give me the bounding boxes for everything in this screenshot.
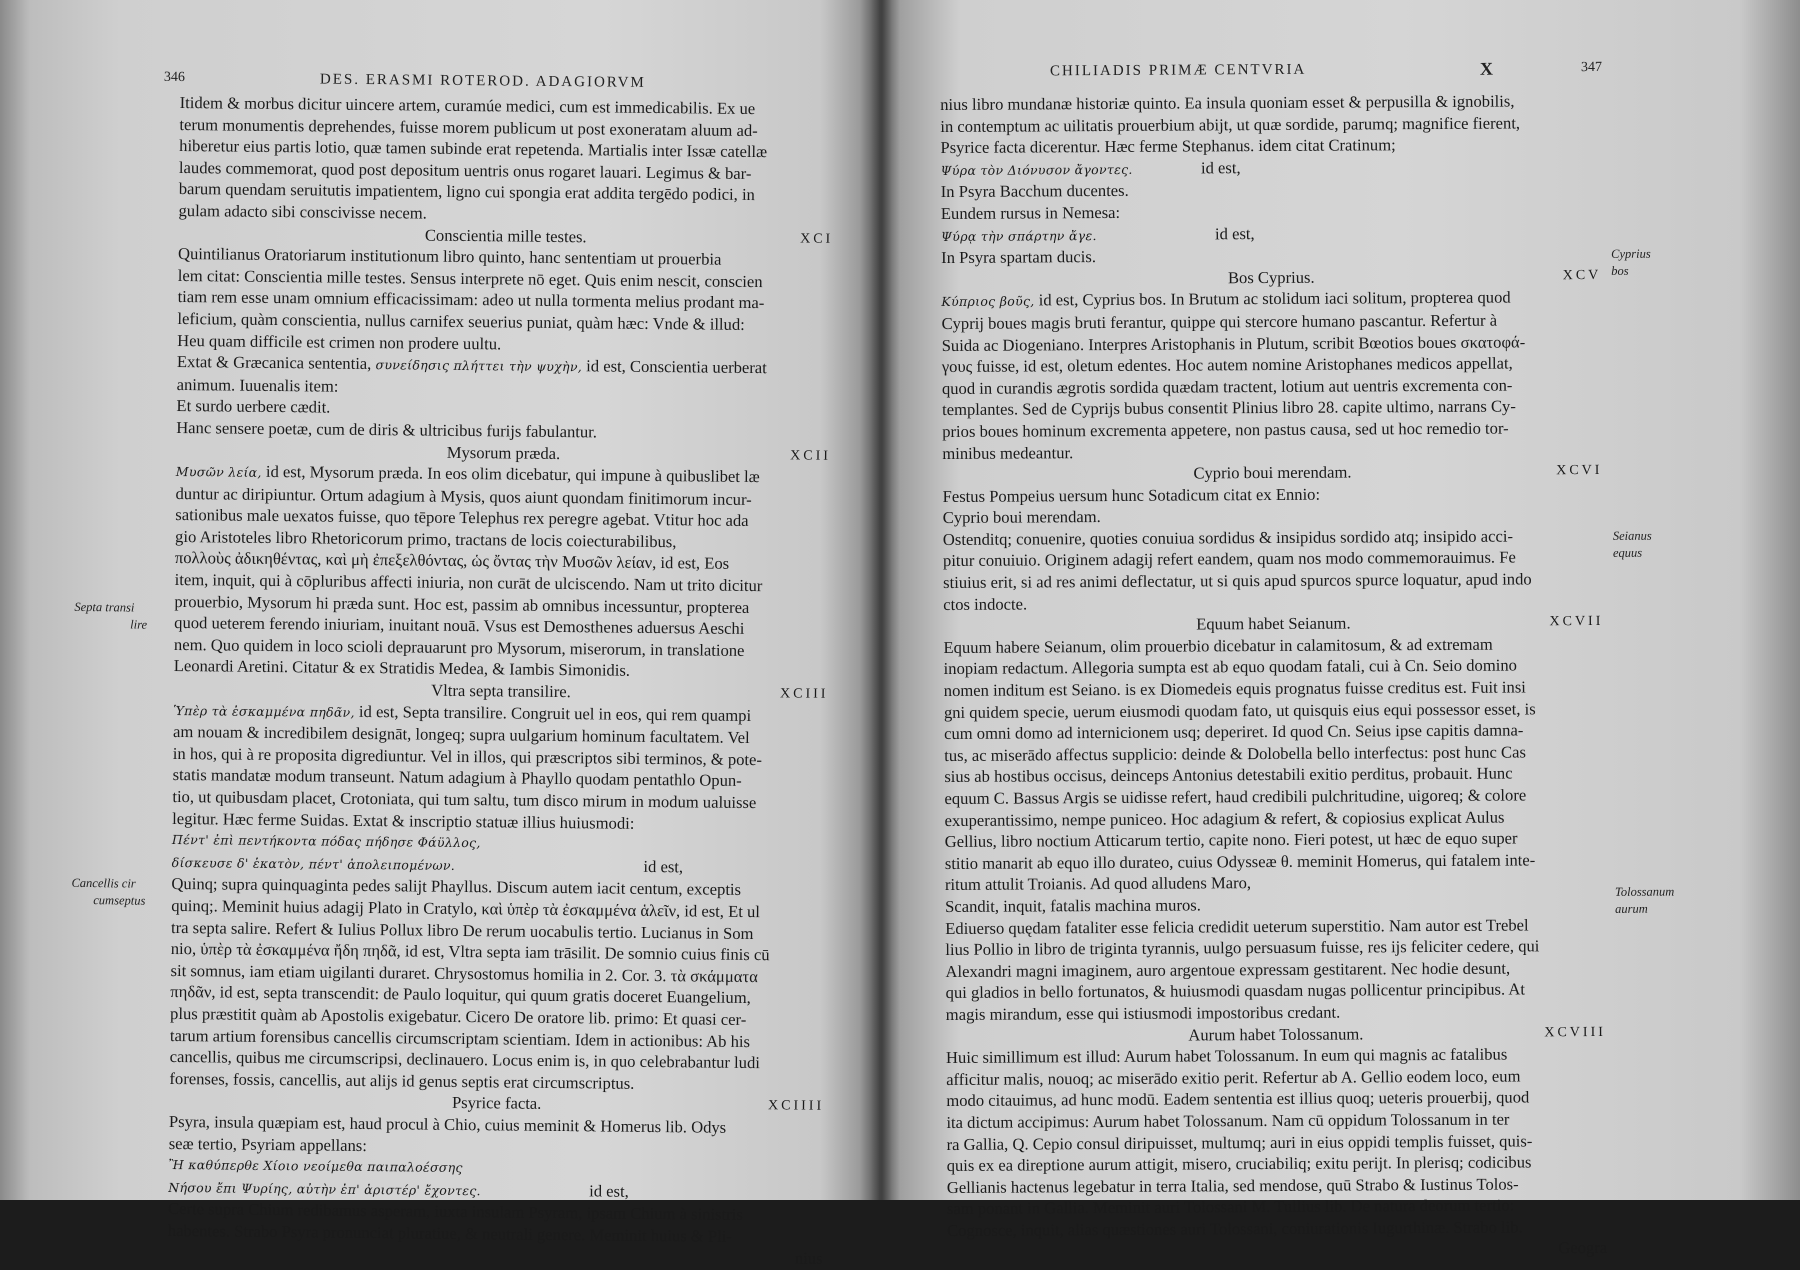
text-line: tus, ac miserādo affectus supplicio: deinde & Dolobella bello interfectus: post hunc Cas — [944, 742, 1526, 765]
adage-number: XCII — [790, 447, 832, 464]
text-line: lem citat: Conscientia mille testes. Sensus interprete nō eget. Quis enim nescit, conscien — [177, 265, 763, 291]
text-line: stitio manarit ab equo illo durateo, cuius Odysseæ θ. meminit Homerus, qui fatalem inte- — [944, 850, 1536, 873]
text-line: item, inquit, qui à cōpluribus affecti iniuria, non curāt de ulciscendo. Nam ut trito dicitur — [174, 570, 763, 596]
verse-line: Πέντ' ἐπὶ πεντήκοντα πόδας πήδησε Φάϋλλος, — [171, 832, 481, 851]
text-line: plus præstitit quàm ab Apostolis exigebatur. Cicero De oratore lib. primo: Et quasi cer- — [170, 1003, 747, 1029]
text-line: ctos indocte. — [943, 594, 1028, 614]
text-line: stiuius erit, si ad res animi deflectatur, ut si quis apud spurcos spurce loquatur, apud indo — [943, 569, 1532, 593]
text-line: Cyprij boues magis bruti ferantur, quippe qui stercore humano pascantur. Refertur à — [941, 310, 1498, 333]
text-line: ritum attulit Troianis. Ad quod alludens Maro, — [944, 873, 1252, 895]
text-line: nem. Quo quidem in loco scioli deprauarunt pro Mysorum, miserorum, in translatione — [173, 634, 745, 660]
adage-number: XCIII — [779, 686, 829, 702]
adage-number: XCIIII — [767, 1098, 825, 1115]
text-fragment: id est, — [589, 1181, 629, 1201]
text-line: gio Aristoteles libro Rhetoricorum primo, tractans de locis coiecturabilibus, — [175, 526, 677, 552]
text-line: Itidem & morbus dicitur uincere artem, curamúe medici, cum est immedicabilis. Ex ue — [179, 92, 756, 119]
text-line: ra Gallia, Q. Cepio consul diripuisset, multumq; auri in eius oppidi templis fuisset, quis- — [946, 1130, 1533, 1154]
text-line: nius libro mundanæ historiæ quinto. Ea insula quoniam esset & perpusilla & ignobilis, — [940, 91, 1515, 114]
text-line: tiam rem esse unam omnium efficacissimam: adeo ut nulla tormenta melius prodant ma- — [177, 287, 765, 313]
left-page-number: 346 — [163, 69, 185, 86]
greek-quote: Ψύρα τὸν Διόνυσον ἄγοντες. — [940, 161, 1133, 178]
text-line: prouerbio, Mysorum hi præda sunt. Hoc est, passim ab omnibus incessuntur, propterea — [174, 591, 750, 617]
right-margin-note-2: Seianus equus — [1612, 528, 1652, 560]
text-line: in contemptum ac uilitatis prouerbium abijt, ut quæ sordide, parumq; magnifice fierent, — [940, 113, 1521, 136]
greek-quote: δίσκευσε δ' ἑκατὸν, πέντ' ἀπολειπομένων. — [171, 854, 456, 873]
adage-number: XCV — [1562, 267, 1602, 283]
text-line: Ostenditq; conuenire, quoties conuiua sordidus & insipidus sordido atq; insipido acci- — [942, 526, 1514, 549]
text-line: sam ponant in Gallia. Meminit auri Tolossani M. Tullius lib. De natura deorum tertio: — [946, 1195, 1515, 1219]
adage-title: Conscientia mille testes. — [424, 225, 587, 246]
adage-title: Aurum habet Tolossanum. — [1188, 1023, 1364, 1045]
text-fragment: id est, — [1214, 223, 1255, 243]
text-line: gni quidem specie, uerum eiusmodi quodam fato, ut quisquis eius equi possessor esset, is — [943, 698, 1536, 722]
text-line: Equum habere Seianum, olim prouerbio dicebatur in calamitosum, & ad extremam — [943, 634, 1493, 657]
text-line: barum quendam seruitutis impatientem, ligno cui spongia erat addita tergēdo podici, in — [178, 179, 756, 205]
text-line: In Psyra Bacchum ducentes. — [940, 181, 1129, 202]
margin-note-line: Tolossanum — [1614, 884, 1675, 899]
adage-heading-95 — [941, 265, 1601, 291]
adage-number: XCVII — [1549, 614, 1604, 630]
greek-quote: Μυσῶν λεία, — [175, 464, 262, 480]
text-line: quod in curandis ægrotis sordida quædam tractent, lotium aut uentris excrementa con- — [941, 375, 1513, 398]
text-line: leficium, quàm conscientia, nullus carnifex seuerius puniat, quàm hæc: Vnde & illud: — [177, 308, 745, 334]
text-line: Quinq; supra quinquaginta pedes salijt Phayllus. Discum autem iacit centum, exceptis — [171, 874, 742, 900]
adage-heading-97 — [943, 611, 1603, 637]
right-running-title: CHILIADIS PRIMÆ CENTVRIA — [1049, 61, 1307, 80]
adage-title: Equum habet Seianum. — [1196, 613, 1351, 634]
margin-note-line: cumseptus — [93, 893, 146, 908]
text-line: sit somnus, iam etiam uigilanti duraret. Chrysostomus homilia in 2. Cor. 3. τὰ σκάμματα — [170, 960, 758, 986]
right-page-text — [940, 90, 1607, 1263]
text-line: legitur. Hæc ferme Suidas. Extat & inscriptio statuæ illius huiusmodi: — [172, 808, 635, 833]
text-line: Gellius, libro noctium Atticarum tertio, capite nono. Fieri potest, ut hæc de equo super — [944, 828, 1518, 852]
text-line: Cognosce, inquit, alias quæstiones auri Tolossani, coniurationis Iugurthinæ. Strabo lib. — [947, 1217, 1523, 1240]
book-gutter — [860, 0, 900, 1200]
text-line: nomen inditum est Seiano. is ex Diomedeis equis prognatus fuisse creditus est. Fuit insi — [943, 677, 1526, 701]
text-fragment: id est, Septa transilire. Congruit uel in eos, qui rem quampi — [358, 701, 752, 725]
text-line: Hanc sensere poetæ, cum de diris & ultricibus furijs fabulantur. — [176, 417, 598, 442]
text-line — [941, 286, 1601, 313]
text-line: pitur conuiuio. Originem adagij refert eandem, quam nos modo commemorauimus. Fe — [942, 547, 1516, 571]
text-line: tarum artium forensibus cancellis circumscriptam scientiam. Idem in actionibus: Ab his — [169, 1025, 751, 1051]
greek-quote: συνείδησις πλήττει τὴν ψυχὴν, — [375, 357, 583, 375]
margin-note-line: lire — [130, 617, 148, 632]
text-line: Heu quam difficile est crimen non prodere uultu. — [177, 330, 502, 353]
text-line: In Psyra spartam ducis. — [941, 247, 1097, 268]
greek-quote: Ψύρᾳ τὴν σπάρτην ἄγε. — [940, 227, 1097, 244]
signature-mark: X — [1479, 58, 1496, 79]
text-line: Gellianis hactenus legebatur in terra Italia, sed mendose, quū Strabo & Iustinus Tolos- — [946, 1174, 1519, 1197]
text-line: am nouam & incredibilem designāt, longeq; supra uulgarium hominum facultatem. Vel — [172, 722, 750, 748]
text-line: Eundem rursus in Nemesa: — [940, 202, 1121, 223]
adage-title: Bos Cyprius. — [1227, 267, 1315, 287]
text-line: animum. Iuuenalis item: — [176, 374, 339, 396]
verse-line: Ἢ καθύπερθε Χίοιο νεοίμεθα παιπαλοέσσης — [168, 1157, 463, 1176]
right-page — [940, 58, 1675, 1263]
text-line: seæ tertio, Psyriam appellans: — [168, 1133, 368, 1155]
text-line: tio, ut quibusdam placet, Crotoniata, qui tum saltu, tum disco mirum in modum ualuisse — [172, 786, 757, 813]
text-line: Huic simillimum est illud: Aurum habet Tolossanum. In eum qui magnis ac fatalibus — [945, 1044, 1508, 1068]
right-margin-note-3 — [1615, 884, 1675, 918]
right-margin-note-1: Cyprius bos — [1611, 246, 1651, 278]
text-line: ita dictum accipimus: Aurum habet Tolossanum. Nam cū oppidum Tolossanum in ter — [946, 1109, 1510, 1132]
text-line: gulam adacto sibi conscivisse necem. — [178, 200, 427, 223]
text-line: exuperantissimo, nempe puniceo. Hoc adagium & refert, & copiosius explicat Aulus — [944, 807, 1505, 830]
text-line: hiberetur eius partis lotio, quæ tamen subinde erat repetenda. Martialis inter Issæ catellæ — [179, 136, 768, 162]
text-fragment: id est, — [643, 856, 684, 877]
text-line: minibus medeantur. — [942, 442, 1074, 463]
text-line: in hos, qui à re proposita digrediuntur. Vel in illos, qui præscriptos sibi terminos, & pote- — [172, 743, 763, 769]
text-line: Suida ac Diogeniano. Interpres Aristophanis in Plutum, scribit Bœotios boues σκατοφά- — [941, 331, 1526, 355]
text-line: sius ab hostibus occisus, deinceps Antonius detestabili exitio perditus, probauit. Hunc — [944, 763, 1513, 787]
text-fragment: id est, Cyprius bos. In Brutum ac stolidum iaci solitum, propterea quod — [1038, 287, 1511, 310]
greek-quote: Ὑπὲρ τὰ ἐσκαμμένα πηδᾶν, — [173, 702, 355, 720]
adage-heading-96 — [942, 460, 1602, 486]
adage-title: Psyrice facta. — [451, 1093, 542, 1114]
text-line: forenses, fossis, cancellis, aut alijs id genus septis erat circumscriptus. — [169, 1068, 635, 1093]
text-line: cancellis, quibus me circumscripsi, declinauero. Locus enim is, in quo celebrabantur ludi — [169, 1047, 761, 1073]
text-line: templantes. Sed de Cyprijs bubus consentit Plinius libro 28. capite ultimo, narrans Cy- — [942, 396, 1516, 420]
left-margin-note-1 — [74, 599, 147, 634]
text-line: quod ueterem ferendo iniuriam, inuitant nouā. Vsus est Demosthenes aduersus Aeschi — [174, 613, 745, 639]
text-line: γους fuisse, id est, oletum edentes. Hoc autem nomine Aristophanes medicos appellat, — [941, 353, 1513, 377]
text-line: πολλοὺς ἀδικηθέντας, καὶ μὴ ἐπεξελθόντας, ὡς ὄντας τὴν Μυσῶν λείαν, id est, Eos — [174, 548, 730, 574]
margin-note-line: Cancellis cir — [71, 875, 136, 891]
text-line: Psyrice facta dicerentur. Hæc ferme Stephanus. idem citat Cratinum; — [940, 135, 1396, 158]
text-line: prios boues hominum excrementa appetere, non pastus causa, sed ut hoc remedio tor- — [942, 418, 1509, 441]
text-line: magis mirandum, esse qui istiusmodi impostoribus credant. — [945, 1002, 1341, 1024]
right-page-number: 347 — [1580, 59, 1603, 76]
text-line: lius Pollio in libro de triginta tyrannis, uulgo persuasum fuisse, res ijs feliciter cedere, qui — [945, 936, 1540, 960]
text-line: Psyra, insula quæpiam est, haud procul à Chio, cuius meminit & Homerus lib. Odys — [168, 1111, 727, 1137]
adage-title: Cyprio boui merendam. — [1193, 462, 1352, 483]
left-page — [71, 69, 835, 1270]
adage-number: XCVIII — [1544, 1024, 1606, 1040]
greek-quote: Κύπριος βοῦς, — [941, 293, 1035, 310]
text-line: Et surdo uerbere cædit. — [176, 396, 331, 417]
text-line: quinq;. Meminit huius adagij Plato in Cratylo, καὶ ὑπὲρ τὰ ἐσκαμμένα ἁλεῖν, id est, Et ul — [171, 895, 761, 922]
text-line: terum monumentis deprehendes, fuisse morem publicum ut post exoneratam aluum ad- — [179, 114, 758, 140]
text-line: Ediuerso quędam fataliter esse felicia credidit ueterum superstitio. Nam autor est Trebel — [945, 914, 1529, 938]
text-line: Festus Pompeius uersum hunc Sotadicum citat ex Ennio: — [942, 484, 1321, 506]
text-line: habentes. Strabo Psyra pronunciat pluratiue, & neutrali genere. Meminit huius & Pli- — [167, 1220, 732, 1246]
adage-title: Mysorum præda. — [446, 442, 561, 463]
text-line: cum omni domo ad internicionem usq; deperiret. Id quod Cn. Seius ipse capitis damna- — [943, 720, 1524, 744]
catchword: nius — [794, 1248, 823, 1269]
text-fragment: Extat & Græcanica sententia, — [176, 352, 372, 374]
text-line: πηδᾶν, id est, septa transcendit: de Paulo loquitur, qui quum gratis doceret Euangelium, — [170, 982, 751, 1008]
adage-heading-98 — [946, 1021, 1606, 1047]
greek-quote: Νήσου ἔπι Ψυρίης, αὐτὴν ἐπ' ἀριστέρ' ἔχοντες. — [168, 1179, 481, 1198]
text-line: nio, ὑπὲρ τὰ ἐσκαμμένα ἤδη πηδᾶ, id est, Vltra septa iam trāsilit. De somnio cuius finis cū — [170, 939, 770, 965]
text-line: modo citauimus, ad hunc modū. Eadem sententia est illius quoq; ueteris prouerbij, quod — [946, 1087, 1530, 1111]
adage-number: XCVI — [1556, 463, 1603, 479]
text-fragment: id est, Mysorum præda. In eos olim dicebatur, qui impune à quibuslibet læ — [265, 462, 760, 487]
text-fragment: id est, — [1200, 157, 1241, 178]
text-line: tra septa salire. Refert & Iulius Pollux libro De rerum uocabulis tertio. Lucianus in Som — [170, 917, 754, 943]
adage-number: XCI — [800, 231, 834, 247]
text-fragment: id est, Conscientia uerberat — [586, 356, 767, 378]
text-line: Cyprio boui merendam. — [942, 507, 1101, 528]
left-page-text — [168, 92, 835, 1270]
text-line: afficitur malis, nouoq; ac miserādo exitio perit. Refertur ab A. Gellio eodem loco, eum — [946, 1066, 1521, 1089]
left-running-title: DES. ERASMI ROTEROD. ADAGIORVM — [319, 71, 646, 91]
text-line: Scandit, inquit, fatalis machina muros. — [945, 895, 1201, 916]
left-margin-note-2 — [71, 875, 145, 910]
right-running-head — [940, 58, 1603, 94]
margin-note-line: aurum — [1615, 901, 1648, 916]
margin-note-line: Septa transi — [74, 599, 135, 615]
text-line: equum C. Bassus Argis se uidisse refert, haud credibili pulchritudine, uigoreq; & colore — [944, 785, 1527, 808]
text-line: Certe supra Chium redibamus asperam, iuxta insulam Psyram, ipsam Chium à sinistris — [167, 1199, 743, 1225]
text-line: Leonardi Aretini. Citatur & ex Stratidis Medea, & Iambis Simonidis. — [173, 656, 631, 681]
text-line: sationibus male uexatos fuisse, quo tēpore Telephus rex peregre agebat. Vtitur hoc ada — [175, 505, 749, 531]
text-line: statis mandatæ modum transeunt. Natum adagium à Phayllo quodam pentathlo Opun- — [172, 765, 742, 791]
text-line: Quintilianus Oratoriarum institutionum libro quinto, hanc sententiam ut prouerbia — [177, 244, 722, 269]
text-line: qui gladios in bello fortunatos, & huiusmodi quasdam nugas pollicentur principibus. At — [945, 979, 1526, 1003]
text-line: Alexandri magni imaginem, auro argentoue expressam gestitarent. Nec hodie desunt, — [945, 958, 1511, 981]
catchword: Geogra — [1558, 1238, 1608, 1258]
adage-title: Vltra septa transilire. — [431, 680, 571, 702]
text-line: inopiam redactum. Allegoria sumpta est ab equo quodam fatali, cui à Cn. Seio domino — [943, 655, 1517, 679]
text-line: laudes commemorat, quod post depositum uentris onus rogaret lauari. Legimus & bar- — [178, 157, 752, 183]
text-line: duntur ac diripiuntur. Ortum adagium à Mysis, quos aiunt quondam finitimorum incur- — [175, 483, 752, 509]
text-line: quis ex ea direptione aurum attigit, misero, cruciabiliq; exitu perijt. In plerisq; codicibus — [946, 1152, 1532, 1176]
